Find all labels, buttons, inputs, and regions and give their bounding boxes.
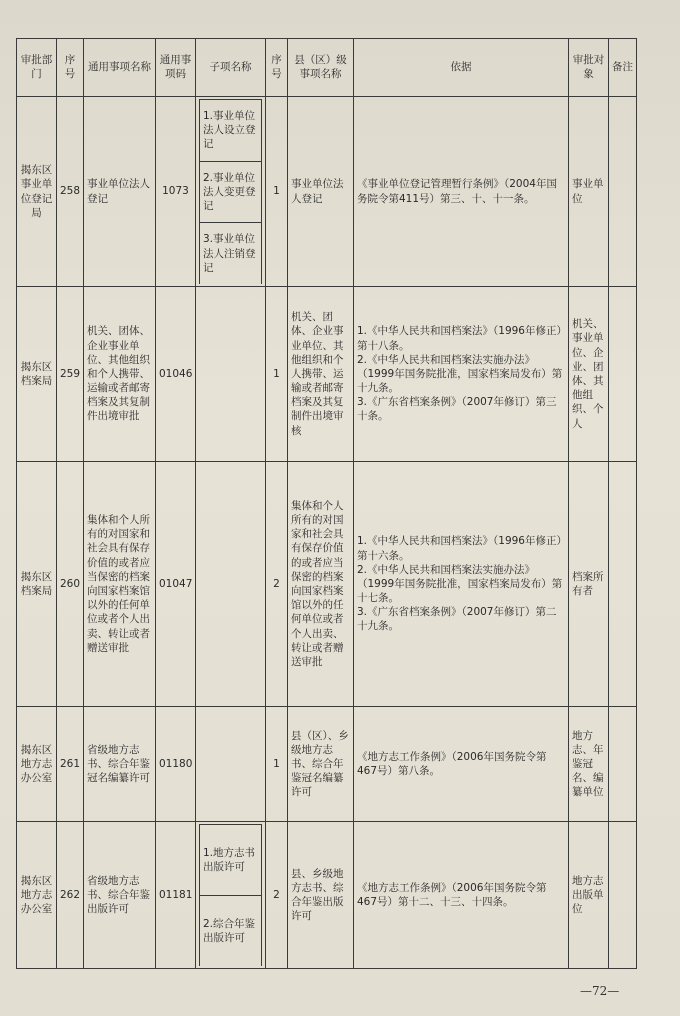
sub-item: 3.事业单位法人注销登记 (200, 223, 262, 284)
note-cell (609, 287, 637, 462)
target-cell: 事业单位 (569, 97, 609, 287)
dept-cell: 揭东区事业单位登记局 (17, 97, 57, 287)
seq-cell: 259 (57, 287, 84, 462)
sub-seq-cell: 1 (266, 97, 288, 287)
basis-line: 《事业单位登记管理暂行条例》（2004年国务院令第411号）第三、十、十一条。 (357, 178, 557, 205)
sub-seq-cell: 2 (266, 822, 288, 969)
basis-cell (354, 97, 569, 287)
county-name-cell: 机关、团体、企业事业单位、其他组织和个人携带、运输或者邮寄档案及其复制件出境审核 (288, 287, 354, 462)
county-name-cell: 县、乡级地方志书、综合年鉴出版许可 (288, 822, 354, 969)
item-name-cell: 机关、团体、企业事业单位、其他组织和个人携带、运输或者邮寄档案及其复制件出境审批 (84, 287, 156, 462)
basis-cell (354, 462, 569, 707)
header-target: 审批对象 (569, 39, 609, 97)
dept-cell: 揭东区档案局 (17, 287, 57, 462)
sub-items-cell (196, 707, 266, 822)
basis-line: 2.《中华人民共和国档案法实施办法》（1999年国务院批准，国家档案局发布）第十七条。 (357, 563, 563, 605)
basis-line: 1.《中华人民共和国档案法》（1996年修正）第十六条。 (357, 535, 562, 562)
sub-items-list (199, 824, 262, 966)
header-item-code: 通用事项码 (156, 39, 196, 97)
target-cell: 地方志出版单位 (569, 822, 609, 969)
sub-items-cell (196, 822, 266, 969)
sub-item: 2.事业单位法人变更登记 (200, 161, 262, 223)
sub-seq-cell: 1 (266, 287, 288, 462)
basis-cell (354, 822, 569, 969)
header-row (17, 39, 637, 97)
page-number: —72— (580, 984, 620, 998)
note-cell (609, 462, 637, 707)
seq-cell: 260 (57, 462, 84, 707)
sub-item: 1.地方志书出版许可 (200, 825, 262, 896)
header-item-name: 通用事项名称 (84, 39, 156, 97)
header-seq: 序号 (57, 39, 84, 97)
header-basis: 依据 (354, 39, 569, 97)
basis-line: 3.《广东省档案条例》（2007年修订）第二十九条。 (357, 606, 557, 633)
target-cell: 档案所有者 (569, 462, 609, 707)
header-note: 备注 (609, 39, 637, 97)
target-cell: 地方志、年鉴冠名、编纂单位 (569, 707, 609, 822)
basis-cell (354, 287, 569, 462)
item-code-cell: 01046 (156, 287, 196, 462)
item-code-cell: 1073 (156, 97, 196, 287)
basis-line: 《地方志工作条例》（2006年国务院令第467号）第十二、十三、十四条。 (357, 881, 547, 908)
sub-item: 1.事业单位法人设立登记 (200, 100, 262, 162)
sub-seq-cell: 1 (266, 707, 288, 822)
basis-line: 3.《广东省档案条例》（2007年修订）第三十条。 (357, 396, 557, 423)
county-name-cell: 集体和个人所有的对国家和社会具有保存价值的或者应当保密的档案向国家档案馆以外的任何单位或者个人出卖、转让或者赠送审批 (288, 462, 354, 707)
sub-items-cell (196, 462, 266, 707)
sub-seq-cell: 2 (266, 462, 288, 707)
sub-item: 2.综合年鉴出版许可 (200, 896, 262, 966)
item-name-cell: 集体和个人所有的对国家和社会具有保存价值的或者应当保密的档案向国家档案馆以外的任何单位或者个人出卖、转让或者赠送审批 (84, 462, 156, 707)
basis-line: 2.《中华人民共和国档案法实施办法》（1999年国务院批准，国家档案局发布）第十九条。 (357, 353, 563, 395)
dept-cell: 揭东区地方志办公室 (17, 707, 57, 822)
item-code-cell: 01047 (156, 462, 196, 707)
note-cell (609, 707, 637, 822)
table-row (17, 287, 637, 462)
header-county-name: 县（区）级事项名称 (288, 39, 354, 97)
table-row (17, 462, 637, 707)
target-cell: 机关、事业单位、企业、团体、其他组织、个人 (569, 287, 609, 462)
basis-line: 《地方志工作条例》（2006年国务院令第467号）第八条。 (357, 750, 547, 777)
item-code-cell: 01180 (156, 707, 196, 822)
dept-cell: 揭东区档案局 (17, 462, 57, 707)
table-row (17, 707, 637, 822)
county-name-cell: 事业单位法人登记 (288, 97, 354, 287)
item-name-cell: 事业单位法人登记 (84, 97, 156, 287)
header-dept: 审批部门 (17, 39, 57, 97)
seq-cell: 258 (57, 97, 84, 287)
sub-items-cell (196, 97, 266, 287)
table-row (17, 97, 637, 287)
approval-items-table (16, 38, 637, 969)
item-name-cell: 省级地方志书、综合年鉴出版许可 (84, 822, 156, 969)
item-name-cell: 省级地方志书、综合年鉴冠名编纂许可 (84, 707, 156, 822)
dept-cell: 揭东区地方志办公室 (17, 822, 57, 969)
table-row (17, 822, 637, 969)
basis-cell (354, 707, 569, 822)
sub-items-cell (196, 287, 266, 462)
county-name-cell: 县（区）、乡级地方志书、综合年鉴冠名编纂许可 (288, 707, 354, 822)
seq-cell: 262 (57, 822, 84, 969)
item-code-cell: 01181 (156, 822, 196, 969)
sub-items-list (199, 99, 262, 284)
header-sub-name: 子项名称 (196, 39, 266, 97)
header-sub-seq: 序号 (266, 39, 288, 97)
note-cell (609, 822, 637, 969)
seq-cell: 261 (57, 707, 84, 822)
note-cell (609, 97, 637, 287)
basis-line: 1.《中华人民共和国档案法》（1996年修正）第十八条。 (357, 325, 562, 352)
